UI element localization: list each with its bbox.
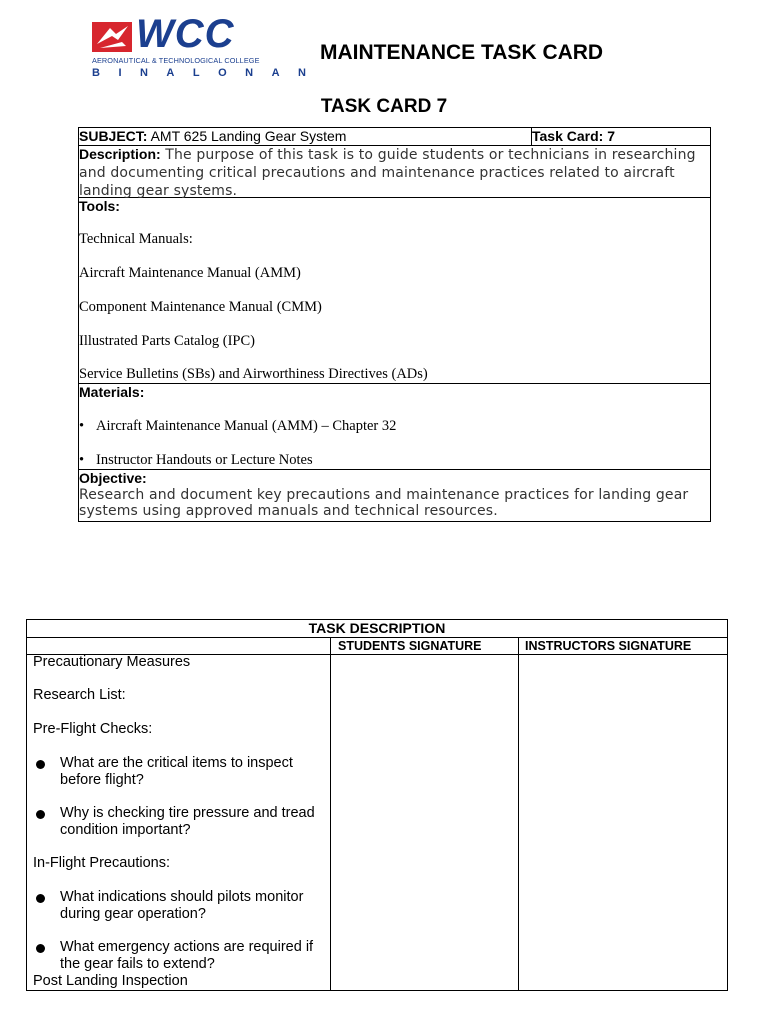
inflight-heading: In-Flight Precautions: [33,855,171,871]
column-divider [518,638,519,990]
tool-item: Aircraft Maintenance Manual (AMM) [79,265,301,281]
task-card-title: TASK CARD 7 [320,96,448,117]
logo-college-name: AERONAUTICAL & TECHNOLOGICAL COLLEGE [92,56,260,65]
preflight-heading: Pre-Flight Checks: [33,721,153,737]
objective-row [79,470,710,521]
students-signature-header: STUDENTS SIGNATURE [338,639,482,653]
bullet-icon [36,894,45,903]
bullet-icon [36,760,45,769]
objective-label: Objective: [79,470,147,486]
preflight-question: Why is checking tire pressure and tread condition important? [33,805,333,839]
tools-label: Tools: [79,198,120,214]
description-row [79,146,710,198]
college-logo [92,12,306,82]
post-landing-heading: Post Landing Inspection [33,973,188,989]
subject-cell [79,128,532,145]
task-description-header: TASK DESCRIPTION [27,620,727,638]
task-card-number: Task Card: 7 [532,128,615,144]
description-text: The purpose of this task is to guide students or technicians in researching and documenting critical precautions and maintenance practices related to aircraft landing gear systems. [79,147,696,199]
task-info-table [78,127,711,522]
objective-text: Research and document key precautions and maintenance practices for landing gear systems using approved manuals and technical resources. [79,487,689,519]
document-title: MAINTENANCE TASK CARD [320,41,604,64]
bullet-icon [36,810,45,819]
tools-row [79,198,710,384]
tool-item: Illustrated Parts Catalog (IPC) [79,333,255,349]
material-item: • Aircraft Maintenance Manual (AMM) – Chapter 32 [79,418,397,434]
logo-wordmark: WCC [136,12,235,56]
bullet-icon: • [79,418,85,434]
subject-row [79,128,710,146]
inflight-question: What indications should pilots monitor during gear operation? [33,889,333,923]
bullet-icon: • [79,452,85,468]
inflight-question: What emergency actions are required if the gear fails to extend? [33,939,333,973]
research-list-heading: Research List: [33,687,126,703]
instructors-signature-header: INSTRUCTORS SIGNATURE [525,639,692,653]
preflight-question: What are the critical items to inspect before flight? [33,755,333,789]
tool-item: Technical Manuals: [79,231,193,247]
subject-label: SUBJECT: [79,128,148,144]
tool-item: Service Bulletins (SBs) and Airworthiness Directives (ADs) [79,366,428,382]
logo-campus-name: B I N A L O N A N [92,67,306,79]
materials-row [79,384,710,470]
description-label: Description: [79,146,161,162]
material-item: • Instructor Handouts or Lecture Notes [79,452,313,468]
task-description-table [26,619,728,991]
precautionary-measures-heading: Precautionary Measures [33,654,191,670]
materials-label: Materials: [79,384,145,400]
bullet-icon [36,944,45,953]
tool-item: Component Maintenance Manual (CMM) [79,299,322,315]
subject-value: AMT 625 Landing Gear System [147,128,347,144]
